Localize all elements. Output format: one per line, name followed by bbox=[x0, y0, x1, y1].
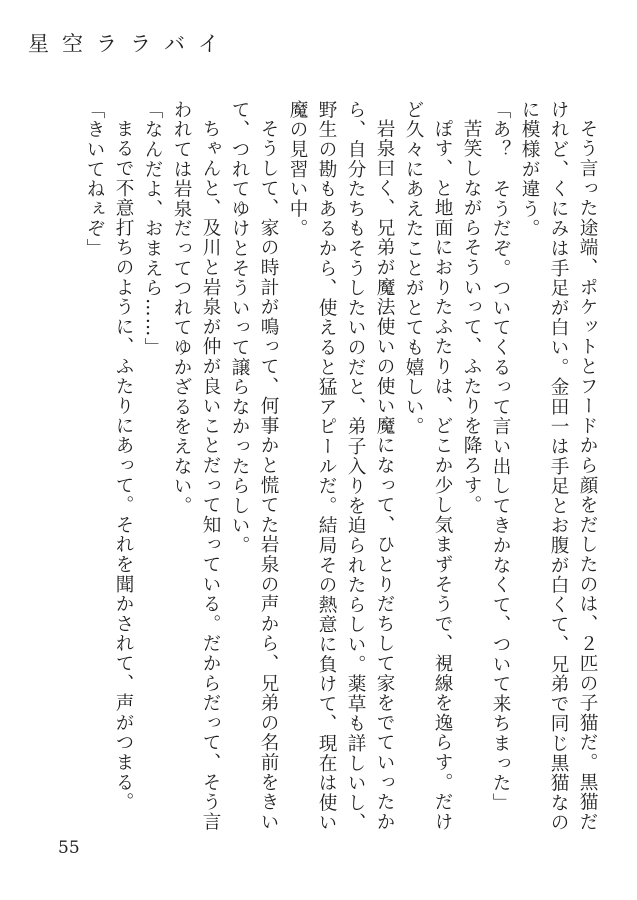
vertical-body-text bbox=[42, 100, 602, 840]
paragraph: 「きいてねぇぞ」 bbox=[84, 100, 105, 259]
paragraph: 「なんだよ、おまえら……」 bbox=[142, 100, 163, 358]
paragraph: 苦笑しながらそういって、ふたりを降ろす。 bbox=[461, 118, 482, 515]
paragraph: 岩泉曰く、兄弟が魔法使いの使い魔になって、ひとりだちして家をでていったから、自分たちもそうしたいのだと、弟子入りを迫られたらしい。薬草も詳しいし、野生の勘もあるから、使えると猛アピールだ。結局その熱意に負けて、現在は使い魔の見習い中。 bbox=[287, 100, 395, 833]
paragraph: まるで不意打ちのように、ふたりにあって。それを聞かされて、声がつまる。 bbox=[113, 118, 134, 812]
paragraph: そう言った途端、ポケットとフードから顔をだしたのは、２匹の子猫だ。黒猫だけれど、くにみは手足が白い。金田一は手足とお腹が白くて、兄弟で同じ黒猫なのに模様が違う。 bbox=[519, 100, 598, 833]
paragraph: ぽす、と地面におりたふたりは、どこか少し気まずそうで、視線を逸らす。だけど久々にあえたことがとても嬉しい。 bbox=[403, 100, 453, 832]
paragraph: そうして、家の時計が鳴って、何事かと慌てた岩泉の声から、兄弟の名前をきいて、つれてゆけとそういって譲らなかったらしい。 bbox=[229, 100, 279, 832]
page-number: 55 bbox=[58, 838, 80, 858]
paragraph: ちゃんと、及川と岩泉が仲が良いことだって知っている。だからだって、そう言われては岩泉だってつれてゆかざるをえない。 bbox=[171, 100, 221, 832]
running-header-title: 星空ララバイ bbox=[28, 32, 232, 56]
paragraph: 「あ？ そうだぞ。ついてくるって言い出してきかなくて、ついて来ちまった」 bbox=[490, 100, 511, 813]
